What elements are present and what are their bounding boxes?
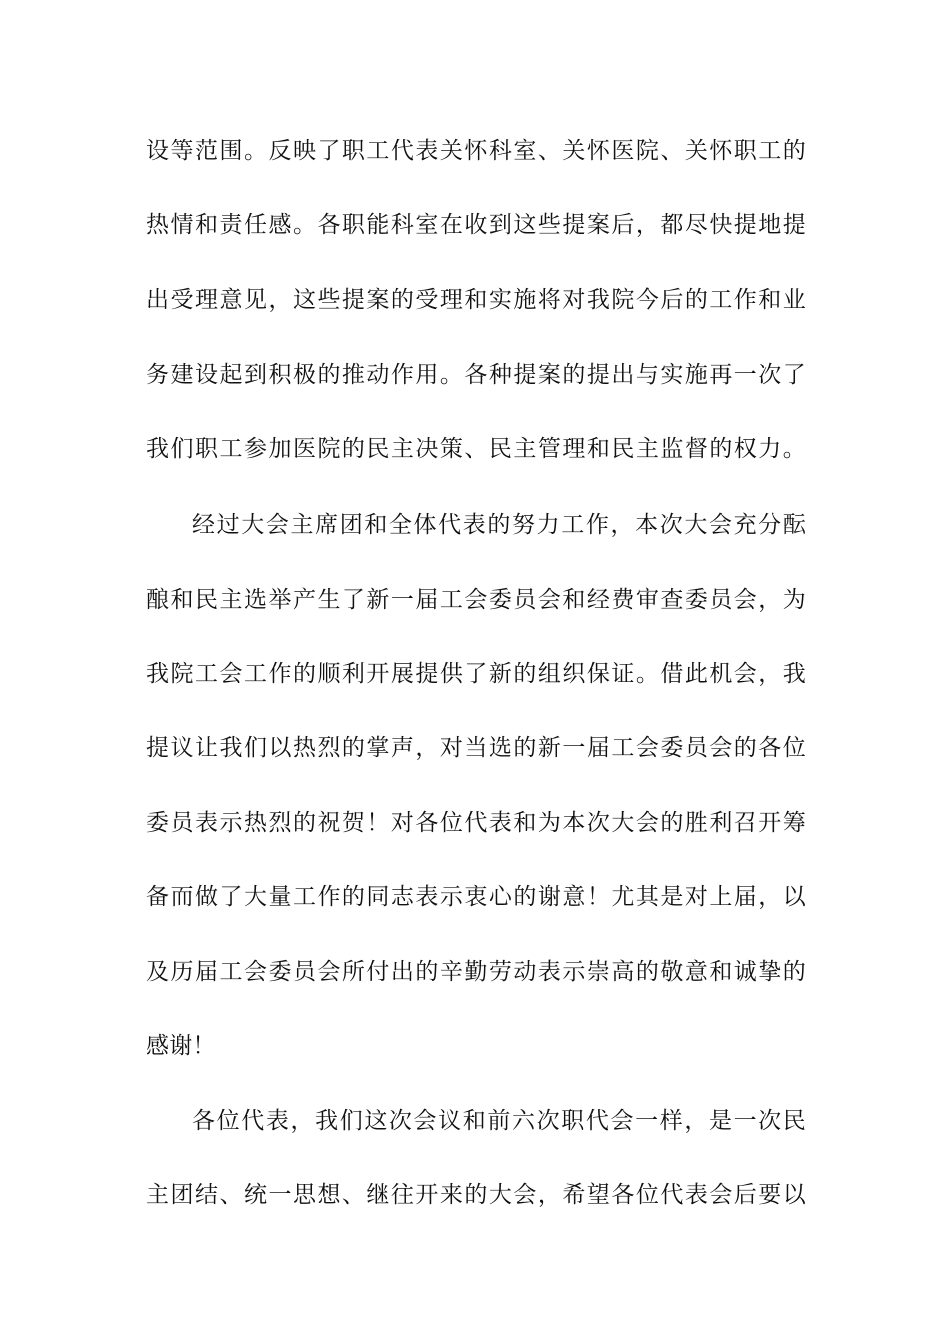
- text-line: 委员表示热烈的祝贺！对各位代表和为本次大会的胜利召开筹: [146, 810, 806, 836]
- text-line: 我院工会工作的顺利开展提供了新的组织保证。借此机会，我: [146, 661, 806, 687]
- text-line: 务建设起到积极的推动作用。各种提案的提出与实施再一次了: [146, 362, 806, 388]
- text-line: 设等范围。反映了职工代表关怀科室、关怀医院、关怀职工的: [146, 138, 806, 164]
- paragraph-start-line: 各位代表，我们这次会议和前六次职代会一样，是一次民: [192, 1108, 806, 1134]
- text-line: 热情和责任感。各职能科室在收到这些提案后，都尽快提地提: [146, 212, 806, 238]
- text-line: 及历届工会委员会所付出的辛勤劳动表示崇高的敬意和诚挚的: [146, 959, 806, 985]
- paragraph-end-line: 感谢！: [146, 1033, 216, 1059]
- text-line: 备而做了大量工作的同志表示衷心的谢意！尤其是对上届，以: [146, 884, 806, 910]
- text-line: 酿和民主选举产生了新一届工会委员会和经费审查委员会，为: [146, 587, 806, 613]
- paragraph-start-line: 经过大会主席团和全体代表的努力工作，本次大会充分酝: [192, 512, 806, 538]
- text-line: 提议让我们以热烈的掌声，对当选的新一届工会委员会的各位: [146, 735, 806, 761]
- text-line: 出受理意见，这些提案的受理和实施将对我院今后的工作和业: [146, 287, 806, 313]
- text-line: 我们职工参加医院的民主决策、民主管理和民主监督的权力。: [146, 436, 806, 462]
- text-line: 主团结、统一思想、继往开来的大会，希望各位代表会后要以: [146, 1182, 806, 1208]
